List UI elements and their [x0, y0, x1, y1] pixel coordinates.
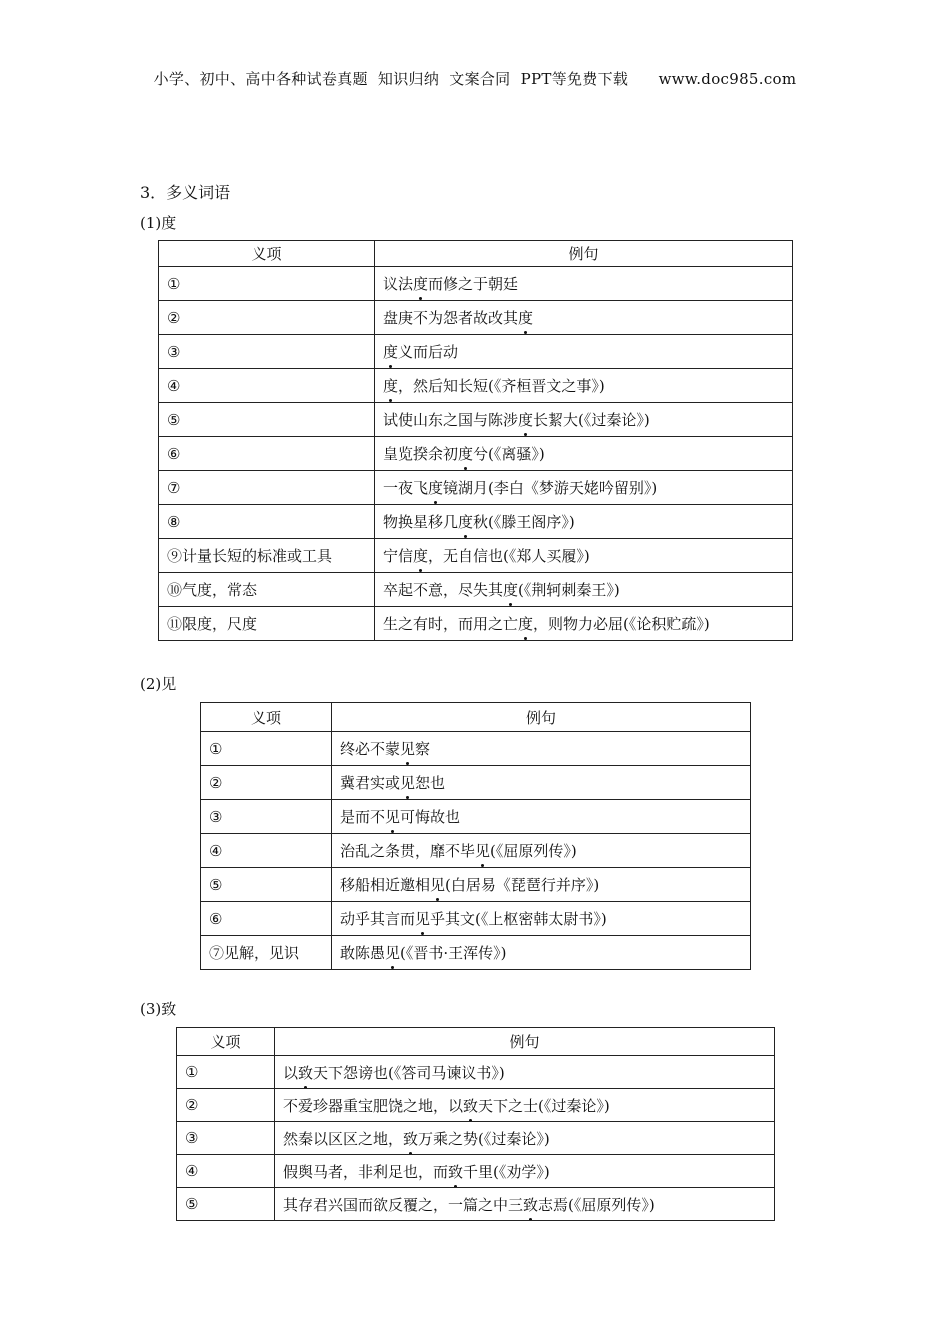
key-character: 度	[503, 581, 519, 599]
example-cell	[332, 902, 751, 936]
example-cell	[375, 573, 793, 607]
example-cell	[275, 1089, 775, 1122]
example-cell	[275, 1122, 775, 1155]
example-cell	[332, 800, 751, 834]
table-row	[201, 868, 751, 902]
key-character: 度	[518, 309, 534, 327]
example-cell	[332, 834, 751, 868]
table-row	[159, 471, 793, 505]
example-text-post: ，然后知长短(《齐桓晋文之事》)	[398, 377, 605, 395]
example-text-pre: 以	[283, 1063, 299, 1082]
table-row	[159, 505, 793, 539]
example-text-post: 察	[415, 740, 431, 758]
table-row	[159, 539, 793, 573]
example-cell	[375, 505, 793, 539]
table-du	[158, 240, 793, 641]
example-cell	[375, 437, 793, 471]
key-character: 度	[458, 445, 474, 463]
example-text-post: (白居易《琵琶行并序》)	[445, 876, 600, 894]
example-cell	[332, 732, 751, 766]
table-row	[201, 732, 751, 766]
meaning-cell: ⑤	[159, 403, 375, 437]
example-text-pre: 终必不蒙	[340, 740, 401, 758]
table-row	[201, 834, 751, 868]
table-row	[159, 403, 793, 437]
section-title: 3．多义词语	[140, 183, 231, 202]
meaning-cell: ⑦见解，见识	[201, 936, 332, 970]
example-text-post: (《晋书·王浑传》)	[400, 944, 507, 962]
meaning-cell: ⑧	[159, 505, 375, 539]
example-text-pre: 一夜飞	[383, 479, 429, 497]
example-cell	[375, 539, 793, 573]
table-row	[201, 766, 751, 800]
example-text-post: 秋(《滕王阁序》)	[473, 513, 575, 531]
example-text-post: ，则物力必屈(《论积贮疏》)	[533, 615, 710, 633]
example-text-post: 天下之士(《过秦论》)	[478, 1096, 610, 1115]
key-character: 度	[383, 377, 399, 395]
meaning-cell: ①	[201, 732, 332, 766]
example-text-post: 镜湖月(李白《梦游天姥吟留别》)	[443, 479, 658, 497]
meaning-cell: ⑦	[159, 471, 375, 505]
table-row	[159, 267, 793, 301]
meaning-cell: ①	[159, 267, 375, 301]
example-text-pre: 生之有时，而用之亡	[383, 615, 519, 633]
key-character: 致	[298, 1063, 314, 1082]
meaning-cell: ⑥	[201, 902, 332, 936]
example-text-pre: 试使山东之国与陈涉	[383, 411, 519, 429]
example-text-pre: 是而不	[340, 808, 386, 826]
example-text-post: 恕也	[415, 774, 446, 792]
meaning-cell: ⑤	[201, 868, 332, 902]
example-text-post: 万乘之势(《过秦论》)	[418, 1129, 550, 1148]
header-meaning: 义项	[159, 241, 375, 267]
page-header: 小学、初中、高中各种试卷真题 知识归纳 文案合同 PPT等免费下载 www.doc985.com	[153, 70, 797, 88]
example-text-pre: 其存君兴国而欲反覆之，一篇之中三	[283, 1195, 524, 1214]
example-cell	[375, 267, 793, 301]
key-character: 见	[400, 740, 416, 758]
meaning-cell: ③	[159, 335, 375, 369]
table-row	[177, 1056, 775, 1089]
key-character: 度	[413, 275, 429, 293]
example-cell	[332, 936, 751, 970]
table-row	[177, 1089, 775, 1122]
header-example: 例句	[332, 703, 751, 732]
meaning-cell: ③	[201, 800, 332, 834]
table-row	[177, 1155, 775, 1188]
example-cell	[332, 868, 751, 902]
example-text-pre: 议法	[383, 275, 414, 293]
example-text-pre: 卒起不意，尽失其	[383, 581, 504, 599]
table-row	[159, 437, 793, 471]
table-row	[159, 301, 793, 335]
meaning-cell: ④	[177, 1155, 275, 1188]
example-cell	[332, 766, 751, 800]
example-text-post: 兮(《离骚》)	[473, 445, 545, 463]
example-text-post: 可悔故也	[400, 808, 461, 826]
key-character: 致	[463, 1096, 479, 1115]
meaning-cell: ⑪限度，尺度	[159, 607, 375, 641]
example-cell	[375, 607, 793, 641]
example-text-pre: 动乎其言而	[340, 910, 416, 928]
meaning-cell: ④	[159, 369, 375, 403]
example-text-pre: 皇览揆余初	[383, 445, 459, 463]
example-text-pre: 移船相近邀相	[340, 876, 431, 894]
table-row	[201, 902, 751, 936]
example-cell	[375, 335, 793, 369]
table-row	[201, 800, 751, 834]
meaning-cell: ③	[177, 1122, 275, 1155]
example-cell	[275, 1056, 775, 1089]
key-character: 度	[383, 343, 399, 361]
example-cell	[375, 369, 793, 403]
table-row	[201, 936, 751, 970]
key-character: 度	[518, 615, 534, 633]
header-meaning: 义项	[177, 1028, 275, 1056]
example-text-post: 义而后动	[398, 343, 459, 361]
table-row	[159, 369, 793, 403]
example-cell	[375, 301, 793, 335]
meaning-cell: ②	[159, 301, 375, 335]
example-text-post: (《屈原列传》)	[490, 842, 577, 860]
key-character: 见	[400, 774, 416, 792]
table-row	[159, 607, 793, 641]
example-text-post: 长絜大(《过秦论》)	[533, 411, 650, 429]
key-character: 致	[448, 1162, 464, 1181]
meaning-cell: ②	[201, 766, 332, 800]
key-character: 见	[430, 876, 446, 894]
example-text-pre: 冀君实或	[340, 774, 401, 792]
example-text-post: 天下怨谤也(《答司马谏议书》)	[313, 1063, 505, 1082]
key-character: 致	[523, 1195, 539, 1214]
meaning-cell: ⑥	[159, 437, 375, 471]
example-text-pre: 敢陈愚	[340, 944, 386, 962]
table-row	[159, 335, 793, 369]
header-meaning: 义项	[201, 703, 332, 732]
key-character: 见	[385, 944, 401, 962]
example-text-post: 而修之于朝廷	[428, 275, 519, 293]
example-text-post: 志焉(《屈原列传》)	[538, 1195, 655, 1214]
meaning-cell: ⑩气度，常态	[159, 573, 375, 607]
example-text-pre: 不爱珍器重宝肥饶之地，以	[283, 1096, 464, 1115]
key-character: 度	[413, 547, 429, 565]
example-text-pre: 物换星移几	[383, 513, 459, 531]
meaning-cell: ②	[177, 1089, 275, 1122]
group-label-jian: (2)见	[140, 675, 177, 693]
key-character: 见	[475, 842, 491, 860]
meaning-cell: ⑨计量长短的标准或工具	[159, 539, 375, 573]
group-label-du: (1)度	[140, 214, 177, 232]
meaning-cell: ④	[201, 834, 332, 868]
header-example: 例句	[275, 1028, 775, 1056]
key-character: 度	[428, 479, 444, 497]
example-text-post: 千里(《劝学》)	[463, 1162, 550, 1181]
table-row	[177, 1122, 775, 1155]
example-cell	[375, 403, 793, 437]
table-jian	[200, 702, 751, 970]
example-text-post: ，无自信也(《郑人买履》)	[428, 547, 590, 565]
group-label-zhi: (3)致	[140, 1000, 177, 1018]
key-character: 度	[458, 513, 474, 531]
header-example: 例句	[375, 241, 793, 267]
key-character: 见	[415, 910, 431, 928]
example-text-pre: 盘庚不为怨者故改其	[383, 309, 519, 327]
example-text-pre: 宁信	[383, 547, 414, 565]
example-cell	[375, 471, 793, 505]
meaning-cell: ⑤	[177, 1188, 275, 1221]
key-character: 致	[403, 1129, 419, 1148]
example-text-pre: 治乱之条贯，靡不毕	[340, 842, 476, 860]
example-cell	[275, 1155, 775, 1188]
key-character: 度	[518, 411, 534, 429]
table-row	[177, 1188, 775, 1221]
example-text-pre: 假舆马者，非利足也，而	[283, 1162, 449, 1181]
table-zhi	[176, 1027, 775, 1221]
key-character: 见	[385, 808, 401, 826]
example-text-post: 乎其文(《上枢密韩太尉书》)	[430, 910, 607, 928]
table-row	[159, 573, 793, 607]
example-text-pre: 然秦以区区之地，	[283, 1129, 404, 1148]
example-text-post: (《荆轲刺秦王》)	[518, 581, 620, 599]
meaning-cell: ①	[177, 1056, 275, 1089]
example-cell	[275, 1188, 775, 1221]
